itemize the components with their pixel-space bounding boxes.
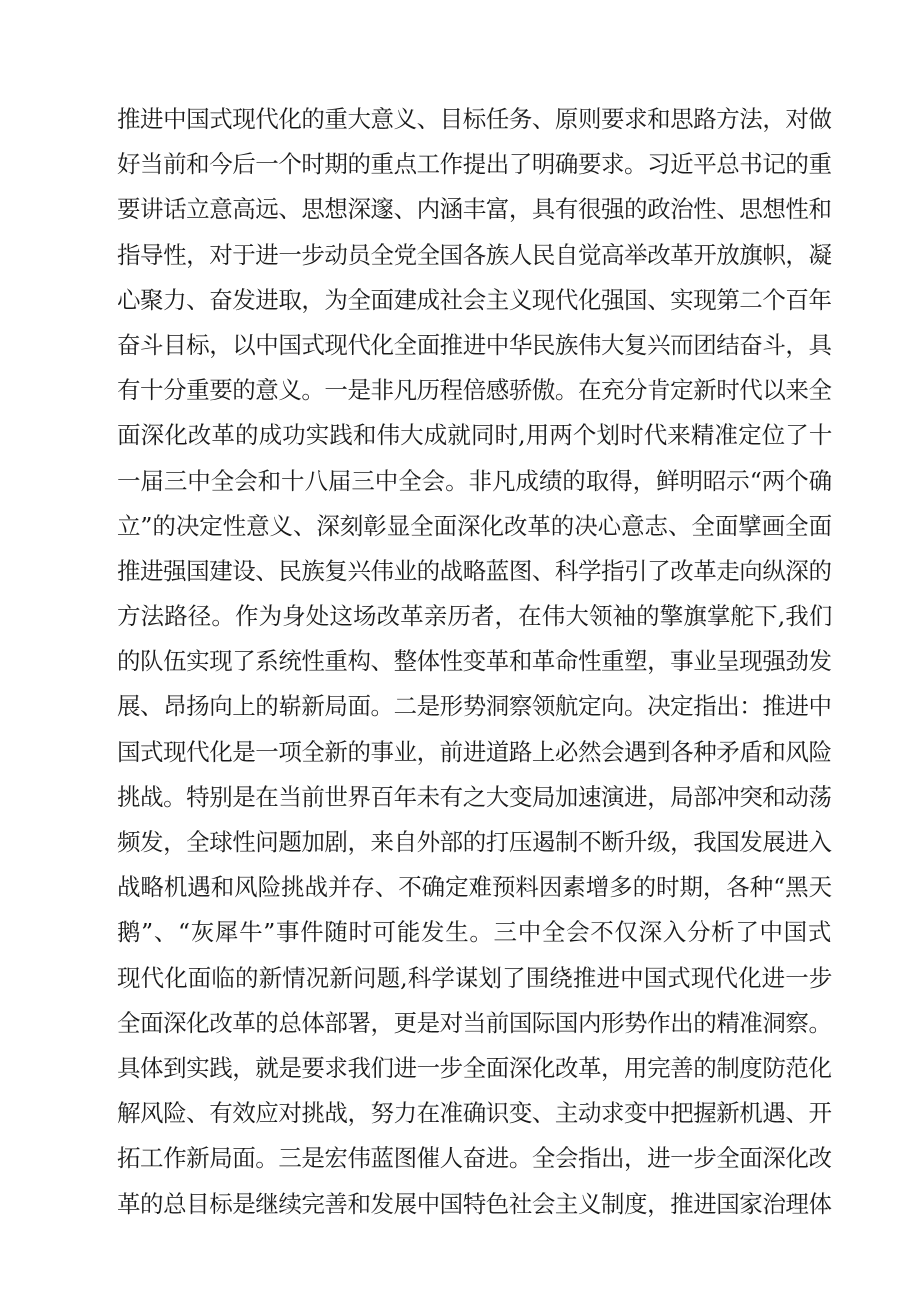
text-line: 拓工作新局面。三是宏伟蓝图催人奋进。全会指出，进一步全面深化改 (117, 1144, 832, 1173)
text-line: 立”的决定性意义、深刻彰显全面深化改革的决心意志、全面擘画全面 (117, 511, 832, 540)
text-line: 要讲话立意高远、思想深邃、内涵丰富，具有很强的政治性、思想性和 (117, 195, 832, 224)
text-line: 一届三中全会和十八届三中全会。非凡成绩的取得，鲜明昭示“两个确 (117, 466, 832, 495)
text-line: 推进强国建设、民族复兴伟业的战略蓝图、科学指引了改革走向纵深的 (117, 556, 832, 585)
text-line: 方法路径。作为身处这场改革亲历者，在伟大领袖的擎旗掌舵下,我们 (117, 602, 832, 631)
text-line: 全面深化改革的总体部署，更是对当前国际国内形势作出的精准洞察。 (117, 1008, 832, 1037)
text-line: 好当前和今后一个时期的重点工作提出了明确要求。习近平总书记的重 (117, 150, 832, 179)
text-line: 解风险、有效应对挑战，努力在准确识变、主动求变中把握新机遇、开 (117, 1099, 832, 1128)
text-line: 面深化改革的成功实践和伟大成就同时,用两个划时代来精准定位了十 (117, 421, 832, 450)
text-line: 战略机遇和风险挑战并存、不确定难预料因素增多的时期，各种“黑天 (117, 873, 832, 902)
text-line: 挑战。特别是在当前世界百年未有之大变局加速演进，局部冲突和动荡 (117, 782, 832, 811)
text-line: 革的总目标是继续完善和发展中国特色社会主义制度，推进国家治理体 (117, 1189, 832, 1218)
text-line: 展、昂扬向上的崭新局面。二是形势洞察领航定向。决定指出：推进中 (117, 692, 832, 721)
text-line: 推进中国式现代化的重大意义、目标任务、原则要求和思路方法，对做 (117, 105, 832, 133)
text-line: 指导性，对于进一步动员全党全国各族人民自觉高举改革开放旗帜，凝 (117, 240, 832, 269)
text-line: 心聚力、奋发进取，为全面建成社会主义现代化强国、实现第二个百年 (117, 285, 832, 314)
text-line: 具体到实践，就是要求我们进一步全面深化改革，用完善的制度防范化 (117, 1053, 832, 1082)
text-line: 频发，全球性问题加剧，来自外部的打压遏制不断升级，我国发展进入 (117, 828, 832, 856)
text-line: 奋斗目标，以中国式现代化全面推进中华民族伟大复兴而团结奋斗，具 (117, 330, 832, 359)
text-line: 国式现代化是一项全新的事业，前进道路上必然会遇到各种矛盾和风险 (117, 737, 832, 766)
body-paragraph (117, 97, 832, 1227)
text-line: 的队伍实现了系统性重构、整体性变革和革命性重塑，事业呈现强劲发 (117, 647, 832, 676)
text-line: 鹅”、“灰犀牛”事件随时可能发生。三中全会不仅深入分析了中国式 (117, 918, 832, 947)
text-line: 现代化面临的新情况新问题,科学谋划了围绕推进中国式现代化进一步 (117, 963, 832, 992)
text-line: 有十分重要的意义。一是非凡历程倍感骄傲。在充分肯定新时代以来全 (117, 376, 832, 405)
